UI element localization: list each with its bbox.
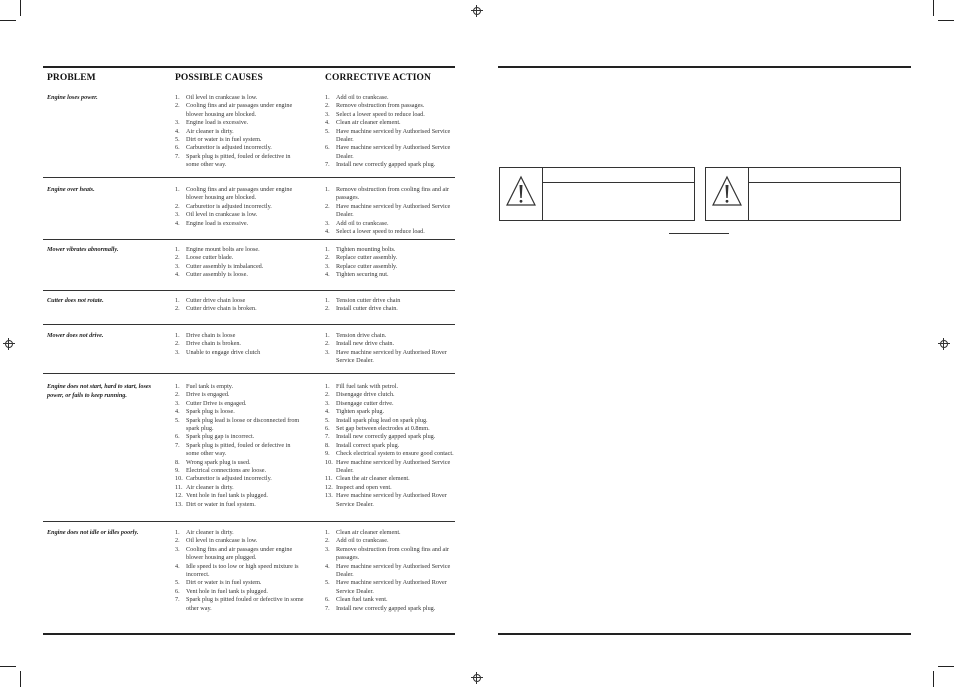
- action-item: [325, 605, 455, 613]
- action-item: [325, 529, 455, 537]
- item-number: 8.: [325, 441, 330, 449]
- item-number: 9.: [175, 467, 180, 475]
- item-text: Spark plug is pitted, fouled or defective in some other way.: [186, 152, 291, 169]
- item-text: Clean air cleaner element.: [336, 119, 401, 127]
- action-item: [325, 433, 455, 441]
- crop-mark: [933, 0, 934, 16]
- cause-item: [175, 94, 305, 102]
- registration-mark-icon: [471, 672, 483, 684]
- section-divider: [43, 373, 455, 374]
- item-number: 11.: [325, 475, 333, 483]
- item-number: 1.: [325, 246, 330, 253]
- cause-item: [175, 383, 305, 391]
- item-number: 4.: [325, 271, 330, 279]
- action-item: [325, 537, 455, 545]
- header-corrective-action: CORRECTIVE ACTION: [325, 73, 431, 83]
- action-item: [325, 220, 455, 228]
- item-text: Vent hole in fuel tank is plugged.: [186, 492, 268, 500]
- registration-mark-icon: [3, 338, 15, 350]
- item-number: 4.: [175, 127, 180, 135]
- cause-item: [175, 119, 305, 127]
- warning-icon-cell: [706, 168, 749, 220]
- cause-item: [175, 263, 305, 271]
- item-number: 6.: [175, 433, 180, 441]
- cause-item: [175, 254, 305, 262]
- item-text: Have machine serviced by Authorised Service Dealer.: [336, 458, 451, 475]
- cause-item: [175, 144, 305, 152]
- section-divider: [43, 239, 455, 240]
- section-divider: [43, 324, 455, 325]
- item-text: Cutter assembly is imbalanced.: [186, 262, 264, 270]
- item-number: 7.: [175, 152, 180, 160]
- item-number: 1.: [175, 246, 180, 253]
- crop-mark: [938, 666, 954, 667]
- cause-item: [175, 408, 305, 416]
- item-text: Remove obstruction from cooling fins and air passages.: [336, 186, 450, 202]
- item-text: Loose cutter blade.: [186, 254, 234, 262]
- crop-mark: [20, 0, 21, 16]
- item-text: Engine load is excessive.: [186, 119, 249, 127]
- action-item: [325, 546, 455, 563]
- item-text: Carburettor is adjusted incorrectly.: [186, 475, 272, 483]
- crop-mark: [0, 666, 16, 667]
- item-number: 13.: [325, 492, 333, 500]
- cause-item: [175, 459, 305, 467]
- item-text: Drive is engaged.: [186, 391, 230, 399]
- warning-icon-cell: [500, 168, 543, 220]
- action-item: [325, 579, 455, 596]
- cause-item: [175, 501, 305, 509]
- item-text: Have machine serviced by Authorised Service Dealer.: [336, 202, 451, 219]
- crop-mark: [938, 20, 954, 21]
- action-item: [325, 263, 455, 271]
- item-number: 1.: [175, 529, 180, 536]
- item-number: 4.: [175, 219, 180, 227]
- cause-item: [175, 102, 305, 119]
- item-text: Vent hole in fuel tank is plugged.: [186, 587, 268, 595]
- action-item: [325, 94, 455, 102]
- item-text: Dirt or water is in fuel system.: [186, 136, 262, 144]
- cause-item: [175, 211, 305, 219]
- item-number: 8.: [175, 458, 180, 466]
- item-number: 13.: [175, 500, 183, 508]
- problem-label: Engine loses power.: [47, 94, 98, 101]
- item-number: 6.: [175, 587, 180, 595]
- right-page-bottom-rule: [498, 633, 911, 635]
- item-number: 3.: [325, 348, 330, 356]
- header-possible-causes: POSSIBLE CAUSES: [175, 73, 263, 83]
- actions-list: [325, 529, 455, 613]
- cause-item: [175, 305, 305, 313]
- item-text: Replace cutter assembly.: [336, 254, 398, 262]
- cause-item: [175, 136, 305, 144]
- item-number: 6.: [325, 144, 330, 152]
- item-text: Have machine serviced by Authorised Rover Service Dealer.: [336, 492, 447, 508]
- item-text: Install new correctly gapped spark plug.: [336, 161, 436, 169]
- item-text: Clean fuel tank vent.: [336, 596, 388, 604]
- item-number: 3.: [175, 348, 180, 356]
- actions-list: [325, 186, 455, 236]
- actions-list: [325, 297, 455, 314]
- cause-item: [175, 563, 305, 580]
- crop-mark: [0, 20, 16, 21]
- item-text: Spark plug is pitted, fouled or defective in some other way.: [186, 441, 291, 458]
- item-number: 3.: [175, 399, 180, 407]
- item-text: Cutter Drive is engaged.: [186, 399, 247, 407]
- item-text: Wrong spark plug is used.: [186, 458, 251, 466]
- item-text: Cutter assembly is loose.: [186, 271, 248, 279]
- item-number: 3.: [325, 110, 330, 118]
- action-item: [325, 442, 455, 450]
- item-number: 11.: [175, 483, 183, 491]
- item-number: 1.: [175, 332, 180, 339]
- item-text: Clean air cleaner element.: [336, 529, 401, 536]
- item-text: Remove obstruction from passages.: [336, 102, 425, 110]
- item-number: 1.: [175, 383, 180, 390]
- action-item: [325, 297, 455, 305]
- item-number: 4.: [325, 228, 330, 236]
- warning-header: [749, 168, 900, 183]
- cause-item: [175, 529, 305, 537]
- problem-label: Engine does not start, hard to start, loses power, or fails to keep running.: [47, 383, 152, 399]
- item-text: Select a lower speed to reduce load.: [336, 110, 425, 118]
- cause-item: [175, 128, 305, 136]
- item-number: 4.: [325, 119, 330, 127]
- cause-item: [175, 433, 305, 441]
- action-item: [325, 332, 455, 340]
- item-text: Engine load is excessive.: [186, 219, 249, 227]
- cause-item: [175, 349, 305, 357]
- item-number: 6.: [175, 144, 180, 152]
- item-text: Air cleaner is dirty.: [186, 483, 234, 491]
- item-text: Drive chain is loose: [186, 332, 236, 339]
- item-text: Add oil to crankcase.: [336, 94, 389, 101]
- item-text: Tighten mounting bolts.: [336, 246, 396, 253]
- action-item: [325, 186, 455, 203]
- action-item: [325, 425, 455, 433]
- item-number: 3.: [325, 262, 330, 270]
- registration-mark-icon: [471, 5, 483, 17]
- item-text: Spark plug lead is loose or disconnected from spark plug.: [186, 416, 300, 433]
- item-number: 7.: [325, 604, 330, 612]
- warning-triangle-icon: [504, 174, 538, 208]
- item-text: Have machine serviced by Authorised Service Dealer.: [336, 144, 451, 160]
- causes-list: [175, 332, 305, 357]
- crop-mark: [20, 671, 21, 687]
- item-number: 2.: [325, 537, 330, 545]
- cause-item: [175, 588, 305, 596]
- action-item: [325, 128, 455, 145]
- item-text: Replace cutter assembly.: [336, 262, 398, 270]
- item-number: 2.: [175, 340, 180, 348]
- item-text: Clean the air cleaner element.: [336, 475, 410, 483]
- item-text: Tension drive chain.: [336, 332, 387, 339]
- item-text: Install new correctly gapped spark plug.: [336, 604, 436, 612]
- cause-item: [175, 596, 305, 613]
- item-number: 4.: [325, 408, 330, 416]
- item-number: 5.: [325, 579, 330, 587]
- item-number: 2.: [325, 254, 330, 262]
- cause-item: [175, 400, 305, 408]
- action-item: [325, 305, 455, 313]
- action-item: [325, 161, 455, 169]
- action-item: [325, 492, 455, 509]
- action-item: [325, 349, 455, 366]
- item-text: Disengage cutter drive.: [336, 399, 394, 407]
- item-text: Install correct spark plug.: [336, 441, 400, 449]
- action-item: [325, 119, 455, 127]
- item-number: 2.: [175, 102, 180, 110]
- actions-list: [325, 332, 455, 366]
- actions-list: [325, 246, 455, 280]
- item-number: 2.: [325, 340, 330, 348]
- problem-label: Mower does not drive.: [47, 332, 104, 339]
- item-number: 2.: [325, 391, 330, 399]
- cause-item: [175, 340, 305, 348]
- action-item: [325, 391, 455, 399]
- item-number: 12.: [175, 492, 183, 500]
- item-number: 2.: [175, 254, 180, 262]
- action-item: [325, 228, 455, 236]
- item-number: 9.: [325, 450, 330, 458]
- item-text: Air cleaner is dirty.: [186, 529, 234, 536]
- causes-list: [175, 94, 305, 170]
- item-number: 1.: [325, 297, 330, 304]
- action-item: [325, 102, 455, 110]
- actions-list: [325, 383, 455, 509]
- item-text: Tighten securing nut.: [336, 271, 389, 279]
- warning-box: [705, 167, 901, 221]
- item-number: 1.: [325, 383, 330, 390]
- action-item: [325, 484, 455, 492]
- item-text: Oil level in crankcase is low.: [186, 537, 258, 545]
- item-text: Spark plug is loose.: [186, 408, 235, 416]
- action-item: [325, 408, 455, 416]
- item-number: 3.: [175, 211, 180, 219]
- causes-list: [175, 529, 305, 613]
- table-bottom-rule: [43, 633, 455, 635]
- item-number: 12.: [325, 483, 333, 491]
- item-text: Add oil to crankcase.: [336, 219, 389, 227]
- problem-label: Cutter does not rotate.: [47, 297, 104, 304]
- problem-label: Engine does not idle or idles poorly.: [47, 529, 139, 536]
- item-number: 2.: [325, 102, 330, 110]
- action-item: [325, 596, 455, 604]
- item-number: 1.: [175, 186, 180, 193]
- action-item: [325, 111, 455, 119]
- actions-list: [325, 94, 455, 170]
- action-item: [325, 144, 455, 161]
- item-text: Cooling fins and air passages under engine blower housing are plugged.: [186, 545, 293, 562]
- item-text: Electrical connections are loose.: [186, 467, 267, 475]
- action-item: [325, 383, 455, 391]
- item-text: Engine mount bolts are loose.: [186, 246, 260, 253]
- item-text: Install spark plug lead on spark plug.: [336, 416, 428, 424]
- item-text: Fill fuel tank with petrol.: [336, 383, 399, 390]
- item-number: 3.: [175, 545, 180, 553]
- causes-list: [175, 186, 305, 228]
- cause-item: [175, 417, 305, 434]
- problem-label: Mower vibrates abnormally.: [47, 246, 119, 253]
- item-number: 4.: [325, 562, 330, 570]
- table-top-rule: [43, 66, 455, 68]
- item-number: 5.: [175, 136, 180, 144]
- action-item: [325, 475, 455, 483]
- action-item: [325, 246, 455, 254]
- item-number: 1.: [325, 94, 330, 101]
- action-item: [325, 340, 455, 348]
- item-text: Cutter drive chain is broken.: [186, 305, 257, 313]
- item-number: 1.: [175, 297, 180, 304]
- warning-triangle-icon: [710, 174, 744, 208]
- cause-item: [175, 153, 305, 170]
- item-number: 3.: [175, 119, 180, 127]
- cause-item: [175, 203, 305, 211]
- item-text: Cooling fins and air passages under engine blower housing are blocked.: [186, 102, 293, 118]
- item-text: Install new drive chain.: [336, 340, 395, 348]
- item-number: 7.: [175, 596, 180, 604]
- item-text: Oil level in crankcase is low.: [186, 211, 258, 219]
- item-text: Set gap between electrodes at 0.8mm.: [336, 425, 430, 433]
- cause-item: [175, 271, 305, 279]
- item-number: 4.: [175, 562, 180, 570]
- cause-item: [175, 186, 305, 203]
- item-text: Check electrical system to ensure good contact.: [336, 450, 454, 458]
- item-text: Remove obstruction from cooling fins and air passages.: [336, 545, 450, 562]
- action-item: [325, 563, 455, 580]
- cause-item: [175, 537, 305, 545]
- cause-item: [175, 332, 305, 340]
- item-number: 1.: [175, 94, 180, 101]
- item-number: 5.: [325, 416, 330, 424]
- registration-mark-icon: [938, 338, 950, 350]
- item-text: Spark plug is pitted fouled or defective in some other way.: [186, 596, 304, 612]
- item-text: Install new correctly gapped spark plug.: [336, 433, 436, 441]
- section-divider: [43, 290, 455, 291]
- item-number: 2.: [175, 305, 180, 313]
- item-number: 7.: [325, 433, 330, 441]
- cause-item: [175, 391, 305, 399]
- item-number: 10.: [325, 458, 333, 466]
- cause-item: [175, 579, 305, 587]
- cause-item: [175, 475, 305, 483]
- right-page-short-rule: [669, 233, 729, 234]
- item-number: 2.: [325, 305, 330, 313]
- item-text: Select a lower speed to reduce load.: [336, 228, 425, 236]
- item-number: 4.: [175, 271, 180, 279]
- item-number: 7.: [325, 161, 330, 169]
- cause-item: [175, 246, 305, 254]
- item-number: 3.: [175, 262, 180, 270]
- cause-item: [175, 467, 305, 475]
- item-text: Have machine serviced by Authorised Rover Service Dealer.: [336, 348, 447, 365]
- item-text: Air cleaner is dirty.: [186, 127, 234, 135]
- cause-item: [175, 492, 305, 500]
- cause-item: [175, 297, 305, 305]
- right-page-top-rule: [498, 66, 911, 68]
- item-text: Install cutter drive chain.: [336, 305, 398, 313]
- item-number: 5.: [325, 127, 330, 135]
- item-number: 2.: [175, 202, 180, 210]
- item-number: 6.: [325, 596, 330, 604]
- item-number: 7.: [175, 441, 180, 449]
- item-number: 2.: [175, 537, 180, 545]
- item-number: 1.: [325, 529, 330, 536]
- item-text: Idle speed is too low or high speed mixture is incorrect.: [186, 562, 299, 579]
- item-number: 2.: [325, 202, 330, 210]
- item-number: 1.: [325, 332, 330, 339]
- item-text: Oil level in crankcase is low.: [186, 94, 258, 101]
- section-divider: [43, 177, 455, 178]
- item-number: 3.: [325, 219, 330, 227]
- item-text: Have machine serviced by Authorised Service Dealer.: [336, 127, 451, 144]
- cause-item: [175, 442, 305, 459]
- item-number: 3.: [325, 545, 330, 553]
- item-text: Disengage drive clutch.: [336, 391, 395, 399]
- item-text: Inspect and open vent.: [336, 483, 392, 491]
- item-number: 6.: [325, 425, 330, 433]
- item-number: 5.: [175, 416, 180, 424]
- item-number: 4.: [175, 408, 180, 416]
- item-number: 10.: [175, 475, 183, 483]
- action-item: [325, 254, 455, 262]
- warning-box: [499, 167, 695, 221]
- action-item: [325, 459, 455, 476]
- item-text: Cooling fins and air passages under engine blower housing are blocked.: [186, 186, 293, 202]
- item-text: Add oil to crankcase.: [336, 537, 389, 545]
- action-item: [325, 450, 455, 458]
- causes-list: [175, 246, 305, 280]
- action-item: [325, 417, 455, 425]
- item-text: Tension cutter drive chain: [336, 297, 401, 304]
- item-text: Spark plug gap is incorrect.: [186, 433, 255, 441]
- warning-header: [543, 168, 694, 183]
- problem-label: Engine over heats.: [47, 186, 95, 193]
- item-number: 5.: [175, 579, 180, 587]
- cause-item: [175, 546, 305, 563]
- crop-mark: [933, 671, 934, 687]
- item-text: Carburettor is adjusted incorrectly.: [186, 144, 272, 152]
- item-text: Have machine serviced by Authorised Rover Service Dealer.: [336, 579, 447, 595]
- item-text: Carburettor is adjusted incorrectly.: [186, 202, 272, 210]
- action-item: [325, 203, 455, 220]
- item-text: Fuel tank is empty.: [186, 383, 234, 390]
- item-text: Dirt or water is in fuel system.: [186, 579, 262, 587]
- action-item: [325, 400, 455, 408]
- cause-item: [175, 484, 305, 492]
- item-text: Have machine serviced by Authorised Service Dealer.: [336, 562, 451, 579]
- section-divider: [43, 521, 455, 522]
- item-text: Tighten spark plug.: [336, 408, 385, 416]
- item-number: 3.: [325, 399, 330, 407]
- item-text: Drive chain is broken.: [186, 340, 241, 348]
- header-problem: PROBLEM: [47, 73, 96, 83]
- item-text: Unable to engage drive clutch: [186, 348, 261, 356]
- item-text: Dirt or water in fuel system.: [186, 500, 256, 508]
- cause-item: [175, 220, 305, 228]
- item-text: Cutter drive chain loose: [186, 297, 246, 304]
- action-item: [325, 271, 455, 279]
- causes-list: [175, 383, 305, 509]
- causes-list: [175, 297, 305, 314]
- item-number: 1.: [325, 186, 330, 193]
- item-number: 2.: [175, 391, 180, 399]
